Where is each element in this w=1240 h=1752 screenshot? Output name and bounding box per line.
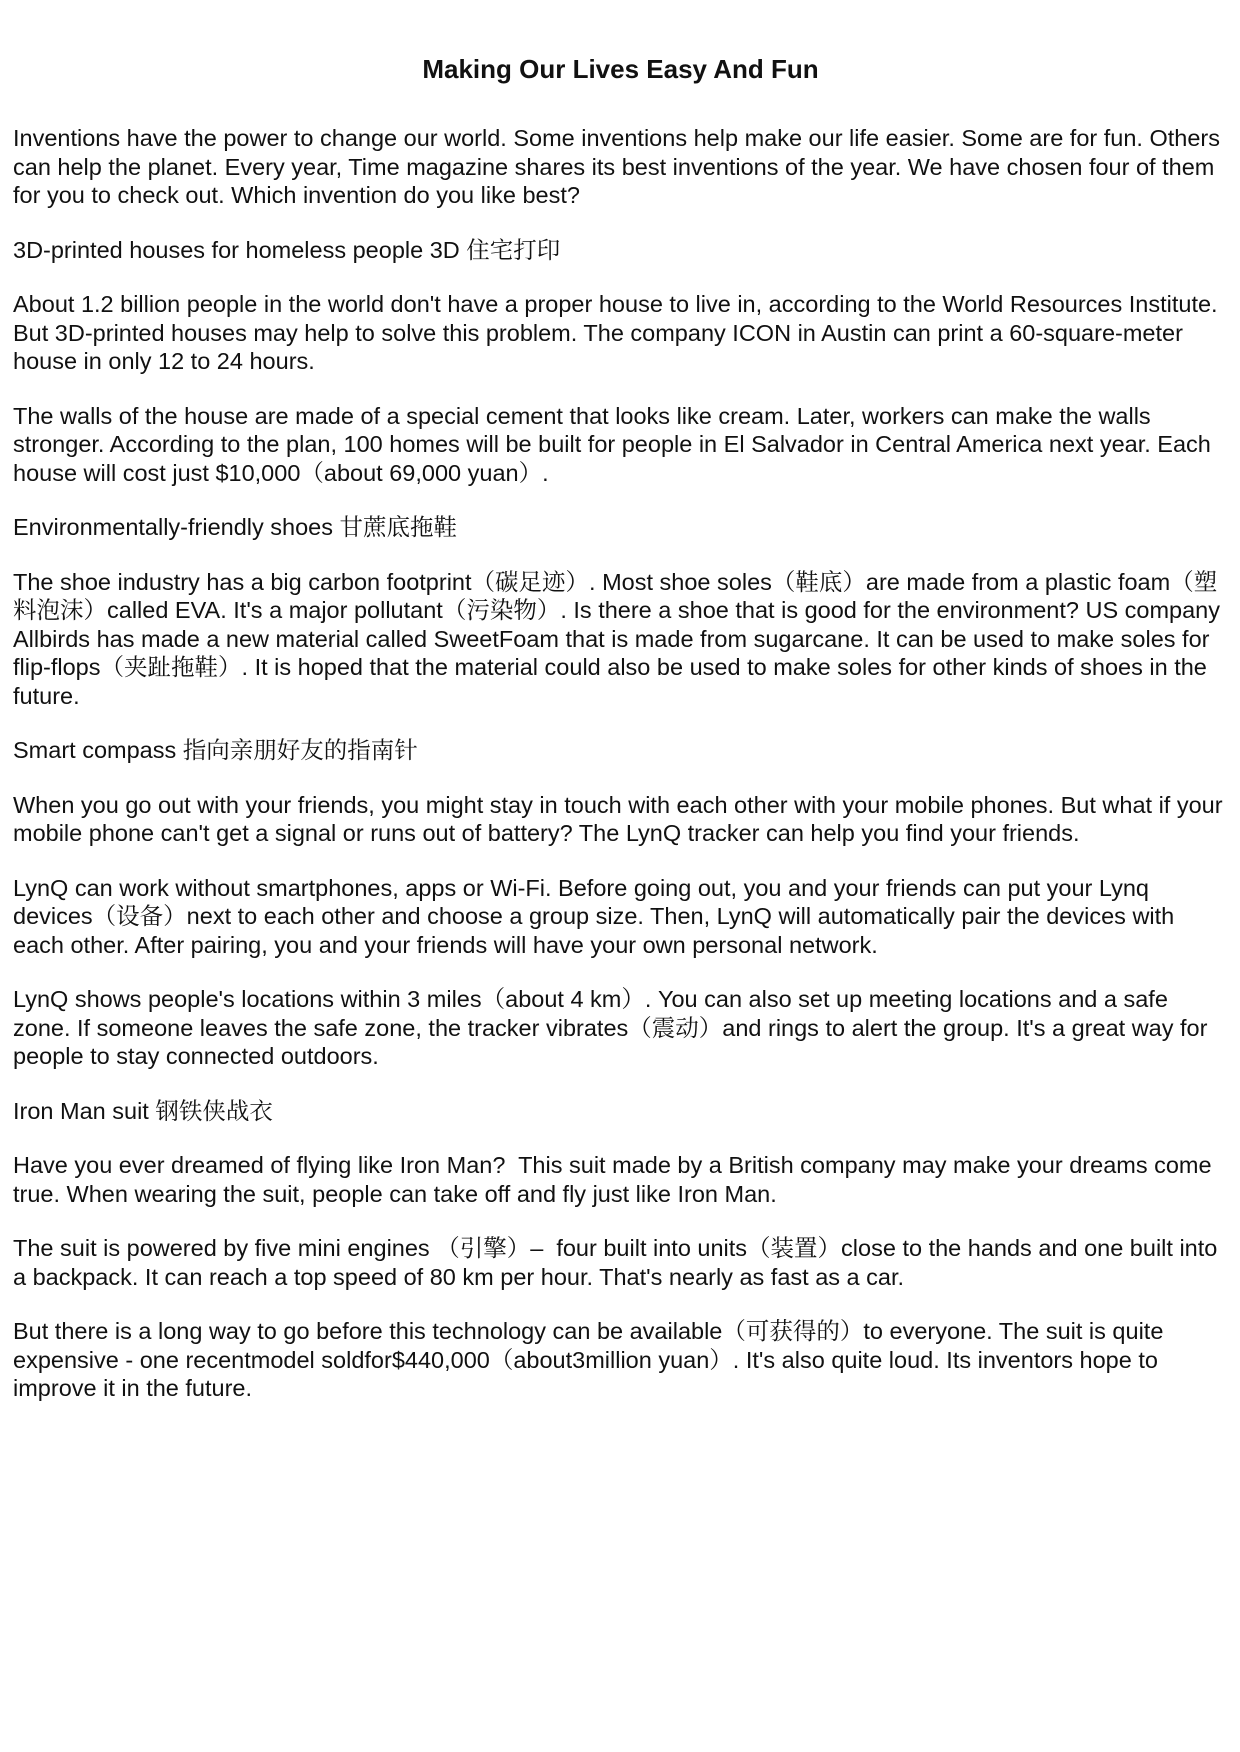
section-heading-iron-man-suit: Iron Man suit 钢铁侠战衣	[13, 1097, 273, 1124]
document-title: Making Our Lives Easy And Fun	[422, 54, 819, 84]
section-paragraph: LynQ can work without smartphones, apps or Wi-Fi. Before going out, you and your friends can put your Lynq devices（设备）next to each other and choose a group size. Then, LynQ will automatically pair the devices with each other. After pairing, you and your friends will have your own personal network.	[13, 874, 1181, 958]
section-heading-3d-houses: 3D-printed houses for homeless people 3D 住宅打印	[13, 236, 561, 263]
section-heading-smart-compass: Smart compass 指向亲朋好友的指南针	[13, 737, 418, 763]
intro-paragraph: Inventions have the power to change our world. Some inventions help make our life easier. Some are for fun. Others can help the planet. Every year, Time magazine shares its best inventions of the year. We have chosen four of them for you to check out. Which invention do you like best?	[13, 125, 1227, 208]
section-paragraph: LynQ shows people's locations within 3 miles（about 4 km）. You can also set up meeting locations and a safe zone. If someone leaves the safe zone, the tracker vibrates（震动）and rings to alert the group. It's a great way for people to stay connected outdoors.	[13, 986, 1214, 1069]
section-paragraph: When you go out with your friends, you might stay in touch with each other with your mobile phones. But what if your mobile phone can't get a signal or runs out of battery? The LynQ tracker can help you find your friends.	[13, 791, 1230, 846]
section-paragraph: The walls of the house are made of a special cement that looks like cream. Later, workers can make the walls stronger. According to the plan, 100 homes will be built for people in El Salvador in Central America next year. Each house will cost just $10,000（about 69,000 yuan）.	[13, 402, 1218, 486]
section-paragraph: Have you ever dreamed of flying like Iron Man? This suit made by a British company may make your dreams come true. When wearing the suit, people can take off and fly just like Iron Man.	[13, 1152, 1219, 1207]
section-paragraph: The shoe industry has a big carbon footprint（碳足迹）. Most shoe soles（鞋底）are made from a plastic foam（塑料泡沫）called EVA. It's a major pollutant（污染物）. Is there a shoe that is good for the environment? US company Allbirds has made a new material called SweetFoam that is made from sugarcane. It can be used to make soles for flip-flops（夹趾拖鞋）. It is hoped that the material could also be used to make soles for other kinds of shoes in the future.	[13, 568, 1226, 709]
section-paragraph: But there is a long way to go before this technology can be available（可获得的）to everyone. The suit is quite expensive - one recentmodel soldfor$440,000（about3million yuan）. It's also quite loud. Its inventors hope to improve it in the future.	[13, 1318, 1170, 1401]
section-paragraph: The suit is powered by five mini engines （引擎）– four built into units（装置）close to the hands and one built into a backpack. It can reach a top speed of 80 km per hour. That's nearly as fast as a car.	[13, 1235, 1224, 1290]
section-paragraph: About 1.2 billion people in the world don't have a proper house to live in, according to the World Resources Institute. But 3D-printed houses may help to solve this problem. The company ICON in Austin can print a 60-square-meter house in only 12 to 24 hours.	[13, 291, 1225, 374]
section-heading-shoes: Environmentally-friendly shoes 甘蔗底拖鞋	[13, 514, 458, 540]
